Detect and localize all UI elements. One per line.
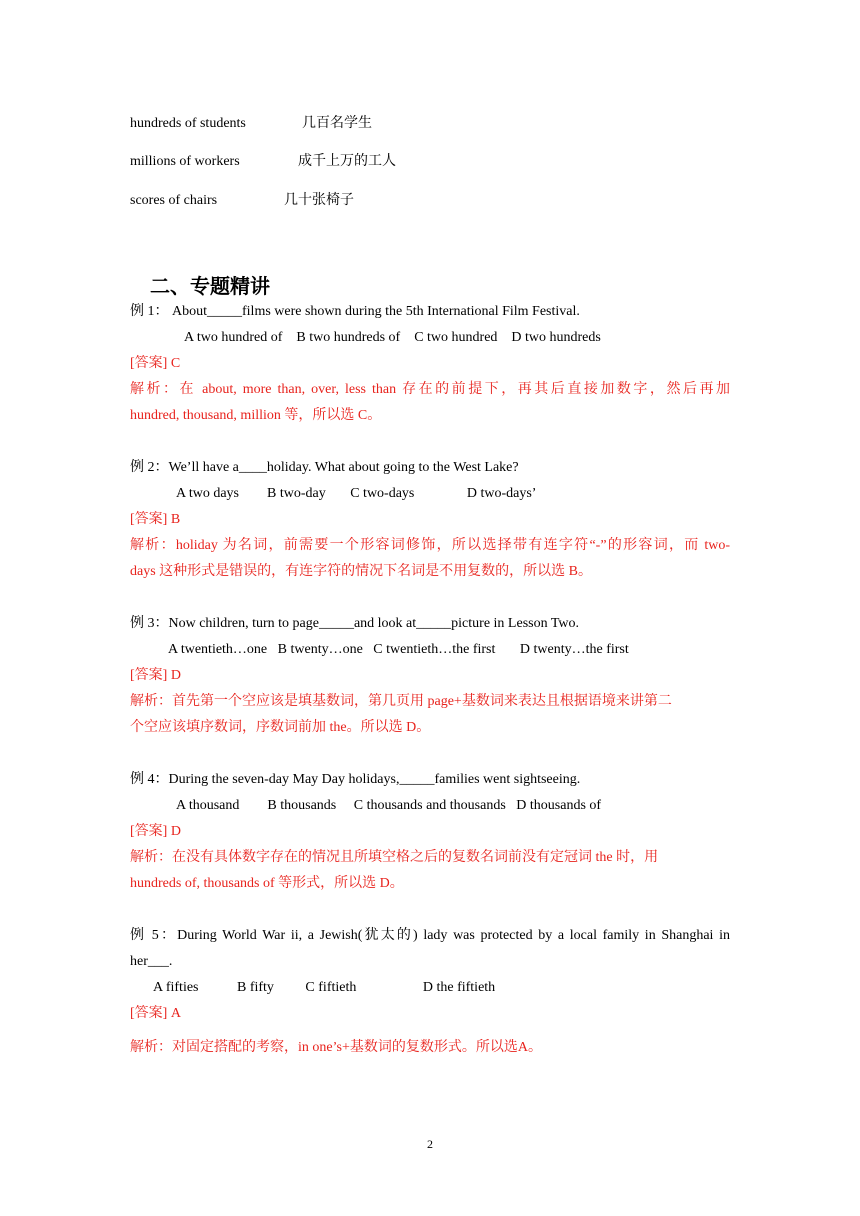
- example-2-analysis-1: 解析：holiday 为名词，前需要一个形容词修饰，所以选择带有连字符“-”的形容词，而 two-: [130, 538, 730, 553]
- example-4-question: 例 4：During the seven-day May Day holidays,_____families went sightseeing.: [130, 772, 581, 787]
- example-4-options: A thousand B thousands C thousands and thousands D thousands of: [176, 798, 602, 813]
- example-4-answer: [答案] D: [130, 824, 181, 839]
- example-2-analysis-2: days 这种形式是错误的，有连字符的情况下名词是不用复数的，所以选 B。: [130, 564, 592, 579]
- example-5-question-2: her___.: [130, 954, 173, 969]
- example-1-analysis-2: hundred, thousand, million 等，所以选 C。: [130, 408, 382, 423]
- example-3-analysis-1: 解析：首先第一个空应该是填基数词，第几页用 page+基数词来表达且根据语境来讲第二: [130, 694, 672, 709]
- example-5-analysis-1: 解析：对固定搭配的考察，in one’s+基数词的复数形式。所以选A。: [130, 1040, 542, 1055]
- example-5-question-1: 例 5：During World War ii, a Jewish(犹太的) lady was protected by a local family in Shanghai in: [130, 928, 730, 943]
- page-number: 2: [427, 1137, 433, 1151]
- example-2-answer: [答案] B: [130, 512, 181, 527]
- example-5-answer: [答案] A: [130, 1006, 181, 1021]
- example-1-options: A two hundred of B two hundreds of C two hundred D two hundreds: [184, 330, 601, 345]
- example-4-analysis-2: hundreds of, thousands of 等形式，所以选 D。: [130, 876, 404, 891]
- example-5-options: A fifties B fifty C fiftieth D the fiftieth: [153, 980, 496, 995]
- vocab-zh-1: 几百名学生: [302, 116, 372, 131]
- vocab-zh-2: 成千上万的工人: [298, 154, 396, 169]
- example-2-question: 例 2：We’ll have a____holiday. What about going to the West Lake?: [130, 460, 519, 475]
- example-3-answer: [答案] D: [130, 668, 181, 683]
- example-3-analysis-2: 个空应该填序数词，序数词前加 the。所以选 D。: [130, 720, 431, 735]
- example-2-options: A two days B two-day C two-days D two-days’: [176, 486, 537, 501]
- example-3-options: A twentieth…one B twenty…one C twentieth…the first D twenty…the first: [168, 642, 629, 657]
- example-1-question: 例 1： About_____films were shown during the 5th International Film Festival.: [130, 304, 580, 319]
- example-3-question: 例 3：Now children, turn to page_____and look at_____picture in Lesson Two.: [130, 616, 580, 631]
- vocab-en-3: scores of chairs: [130, 193, 218, 208]
- example-1-answer: [答案] C: [130, 356, 181, 371]
- example-4-analysis-1: 解析：在没有具体数字存在的情况且所填空格之后的复数名词前没有定冠词 the 时，用: [130, 850, 659, 865]
- vocab-en-1: hundreds of students: [130, 116, 246, 131]
- vocab-en-2: millions of workers: [130, 154, 240, 169]
- example-1-analysis-1: 解析：在 about, more than, over, less than 存在的前提下，再其后直接加数字，然后再加: [130, 382, 730, 397]
- section-title: 二、专题精讲: [150, 274, 270, 298]
- vocab-zh-3: 几十张椅子: [284, 193, 354, 208]
